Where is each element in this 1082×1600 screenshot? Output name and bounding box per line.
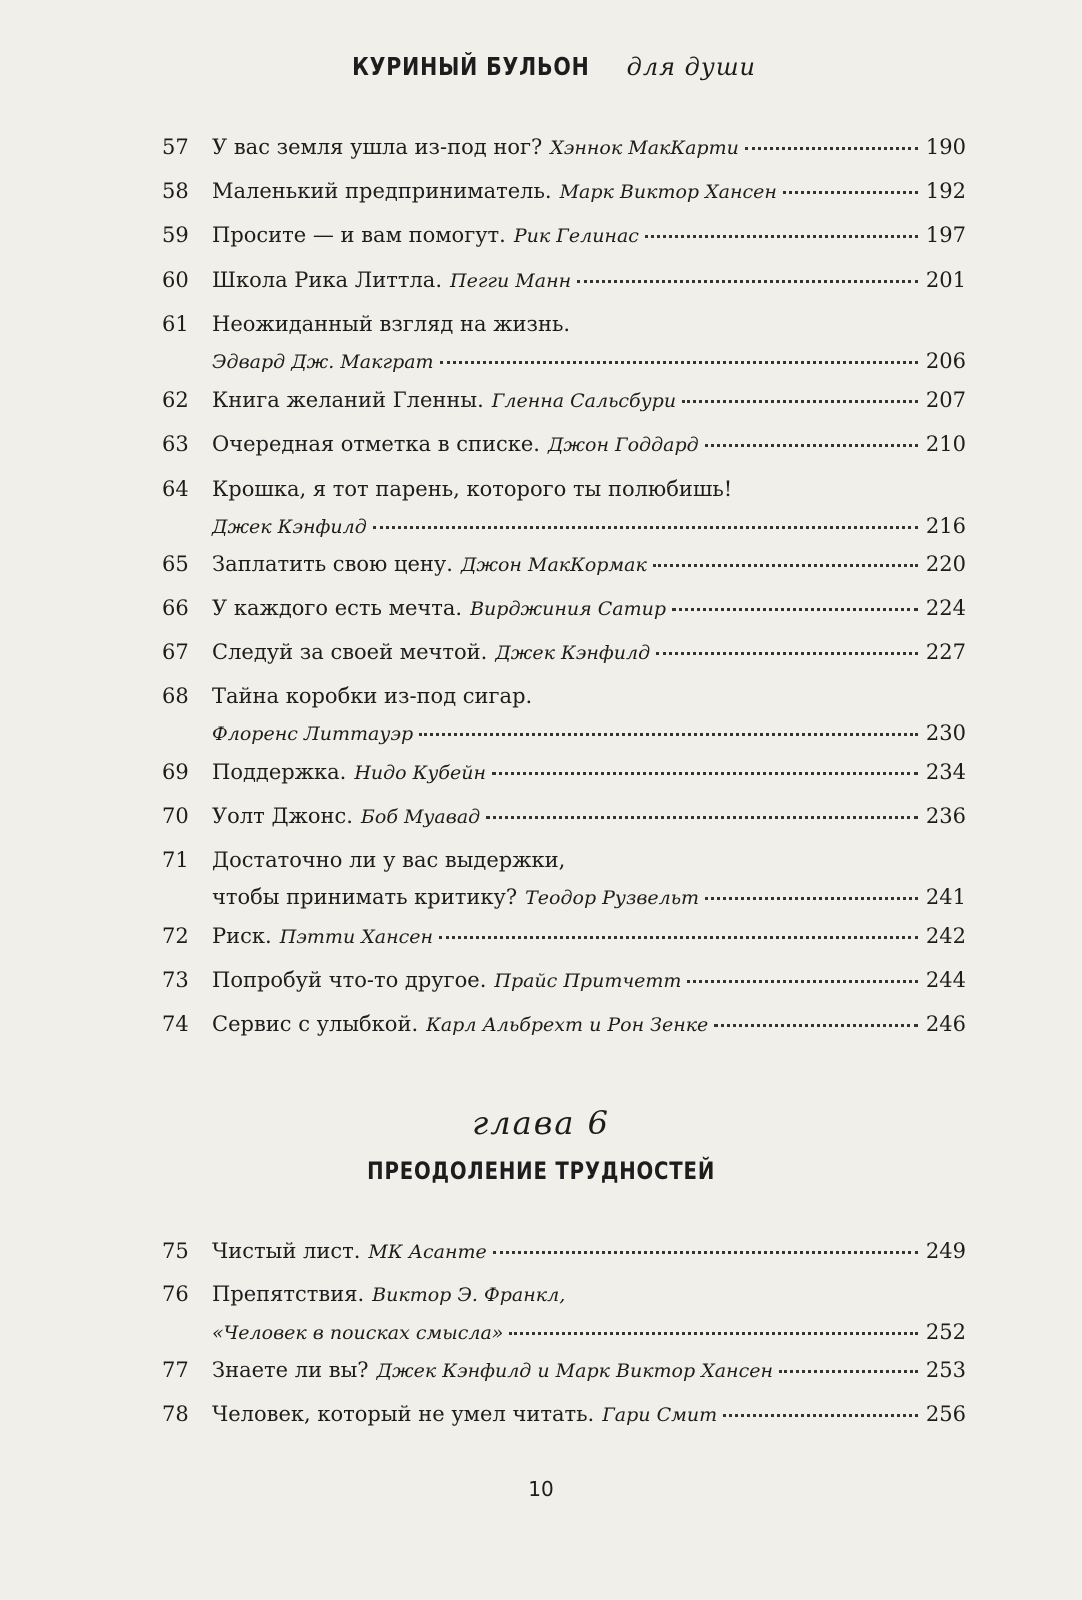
leader-dots [723, 1414, 918, 1417]
entry-page: 224 [925, 596, 966, 620]
leader-dots [705, 897, 918, 900]
entry-author: Пэтти Хансен [279, 926, 433, 948]
entry-page: 241 [925, 885, 966, 909]
leader-dots [577, 280, 918, 283]
leader-dots [373, 526, 918, 529]
leader-dots [509, 1332, 918, 1335]
leader-dots [645, 235, 918, 238]
entry-author: Карл Альбрехт и Рон Зенке [426, 1014, 709, 1036]
entry-number: 67 [162, 640, 189, 664]
entry-number: 78 [162, 1402, 189, 1426]
chapter-title [0, 1157, 1082, 1185]
leader-dots [419, 733, 918, 736]
entry-title: Книга желаний Гленны. [212, 388, 484, 412]
entry-author: Джек Кэнфилд и Марк Виктор Хансен [376, 1360, 773, 1382]
entry-number: 77 [162, 1358, 189, 1382]
entry-title: У каждого есть мечта. [212, 596, 463, 620]
leader-dots [653, 564, 918, 567]
entry-page: 253 [925, 1358, 966, 1382]
leader-dots [486, 816, 918, 819]
entry-page: 227 [925, 640, 966, 664]
entry-title: Неожиданный взгляд на жизнь. [212, 312, 571, 336]
entry-author: Рик Гелинас [513, 225, 639, 247]
entry-author: Джон МакКормак [460, 554, 647, 576]
entry-number: 74 [162, 1012, 189, 1036]
entry-page: 207 [925, 388, 966, 412]
entry-author: Хэннок МакКарти [550, 137, 739, 159]
entry-number: 73 [162, 968, 189, 992]
leader-dots [705, 444, 918, 447]
entry-author: Прайс Притчетт [494, 970, 682, 992]
entry-title: Тайна коробки из-под сигар. [212, 684, 533, 708]
entry-page: 197 [925, 223, 966, 247]
header-title: КУРИНЫЙ БУЛЬОН [352, 52, 590, 81]
leader-dots [682, 400, 918, 403]
entry-author: Эдвард Дж. Макграт [212, 351, 434, 373]
leader-dots [493, 1251, 918, 1254]
entry-number: 59 [162, 223, 189, 247]
entry-page: 249 [925, 1239, 966, 1263]
leader-dots [656, 652, 918, 655]
entry-page: 252 [925, 1320, 966, 1344]
entry-number: 66 [162, 596, 189, 620]
entry-title: Заплатить свою цену. [212, 552, 453, 576]
entry-page: 242 [925, 924, 966, 948]
entry-author: Теодор Рузвельт [525, 887, 700, 909]
entry-number: 60 [162, 268, 189, 292]
entry-page: 236 [925, 804, 966, 828]
entry-source: «Человек в поисках смысла» [212, 1322, 504, 1344]
entry-number: 70 [162, 804, 189, 828]
entry-number: 57 [162, 135, 189, 159]
entry-page: 220 [925, 552, 966, 576]
entry-number: 64 [162, 477, 189, 501]
entry-title: Школа Рика Литтла. [212, 268, 443, 292]
entry-number: 71 [162, 848, 189, 872]
entry-title: Сервис с улыбкой. [212, 1012, 419, 1036]
chapter-label: глава 6 [472, 1104, 610, 1142]
entry-title-line: Достаточно ли у вас выдержки, [212, 848, 566, 872]
page-number: 10 [528, 1477, 554, 1501]
entry-title: У вас земля ушла из-под ног? [212, 135, 543, 159]
entry-number: 69 [162, 760, 189, 784]
entry-page: 216 [925, 514, 966, 538]
entry-title: Поддержка. [212, 760, 347, 784]
leader-dots [439, 936, 918, 939]
running-header [0, 52, 1082, 81]
leader-dots [672, 608, 918, 611]
entry-number: 61 [162, 312, 189, 336]
entry-page: 230 [925, 721, 966, 745]
entry-author: Джон Годдард [547, 434, 699, 456]
entry-author: Нидо Кубейн [354, 762, 486, 784]
entry-author: Марк Виктор Хансен [559, 181, 777, 203]
entry-number: 62 [162, 388, 189, 412]
entry-page: 244 [925, 968, 966, 992]
entry-author: Боб Муавад [360, 806, 481, 828]
entry-title: Уолт Джонс. [212, 804, 353, 828]
entry-number: 72 [162, 924, 189, 948]
leader-dots [714, 1024, 918, 1027]
entry-title: Человек, который не умел читать. [212, 1402, 595, 1426]
entry-page: 201 [925, 268, 966, 292]
entry-author: Виктор Э. Франкл, [372, 1284, 566, 1306]
leader-dots [779, 1370, 918, 1373]
entry-page: 256 [925, 1402, 966, 1426]
entry-title: Очередная отметка в списке. [212, 432, 540, 456]
entry-author: Гари Смит [602, 1404, 718, 1426]
entry-page: 190 [925, 135, 966, 159]
entry-number: 76 [162, 1282, 189, 1306]
entry-number: 65 [162, 552, 189, 576]
chapter-title-text: ПРЕОДОЛЕНИЕ ТРУДНОСТЕЙ [367, 1157, 715, 1185]
entry-page: 206 [925, 349, 966, 373]
entry-number: 75 [162, 1239, 189, 1263]
entry-author: Пегги Манн [450, 270, 572, 292]
entry-author: Джек Кэнфилд [212, 516, 367, 538]
entry-title: чтобы принимать критику? [212, 885, 518, 909]
entry-title: Препятствия. [212, 1282, 365, 1306]
leader-dots [440, 361, 918, 364]
entry-page: 246 [925, 1012, 966, 1036]
entry-number: 63 [162, 432, 189, 456]
header-subtitle: для души [626, 53, 757, 81]
entry-title: Крошка, я тот парень, которого ты полюбишь! [212, 477, 733, 501]
entry-page: 192 [925, 179, 966, 203]
entry-title: Следуй за своей мечтой. [212, 640, 488, 664]
entry-title: Маленький предприниматель. [212, 179, 552, 203]
entry-author: МК Асанте [368, 1241, 487, 1263]
entry-title: Риск. [212, 924, 272, 948]
entry-number: 58 [162, 179, 189, 203]
entry-title: Попробуй что-то другое. [212, 968, 487, 992]
leader-dots [492, 772, 918, 775]
entry-title: Просите — и вам помогут. [212, 223, 506, 247]
entry-title: Чистый лист. [212, 1239, 361, 1263]
entry-page: 234 [925, 760, 966, 784]
entry-page: 210 [925, 432, 966, 456]
entry-number: 68 [162, 684, 189, 708]
entry-author: Джек Кэнфилд [495, 642, 651, 664]
leader-dots [783, 191, 918, 194]
leader-dots [687, 980, 918, 983]
entry-author: Вирджиния Сатир [470, 598, 666, 620]
entry-author: Флоренс Литтауэр [212, 723, 414, 745]
entry-author: Гленна Сальсбури [491, 390, 677, 412]
leader-dots [745, 147, 918, 150]
entry-title: Знаете ли вы? [212, 1358, 369, 1382]
